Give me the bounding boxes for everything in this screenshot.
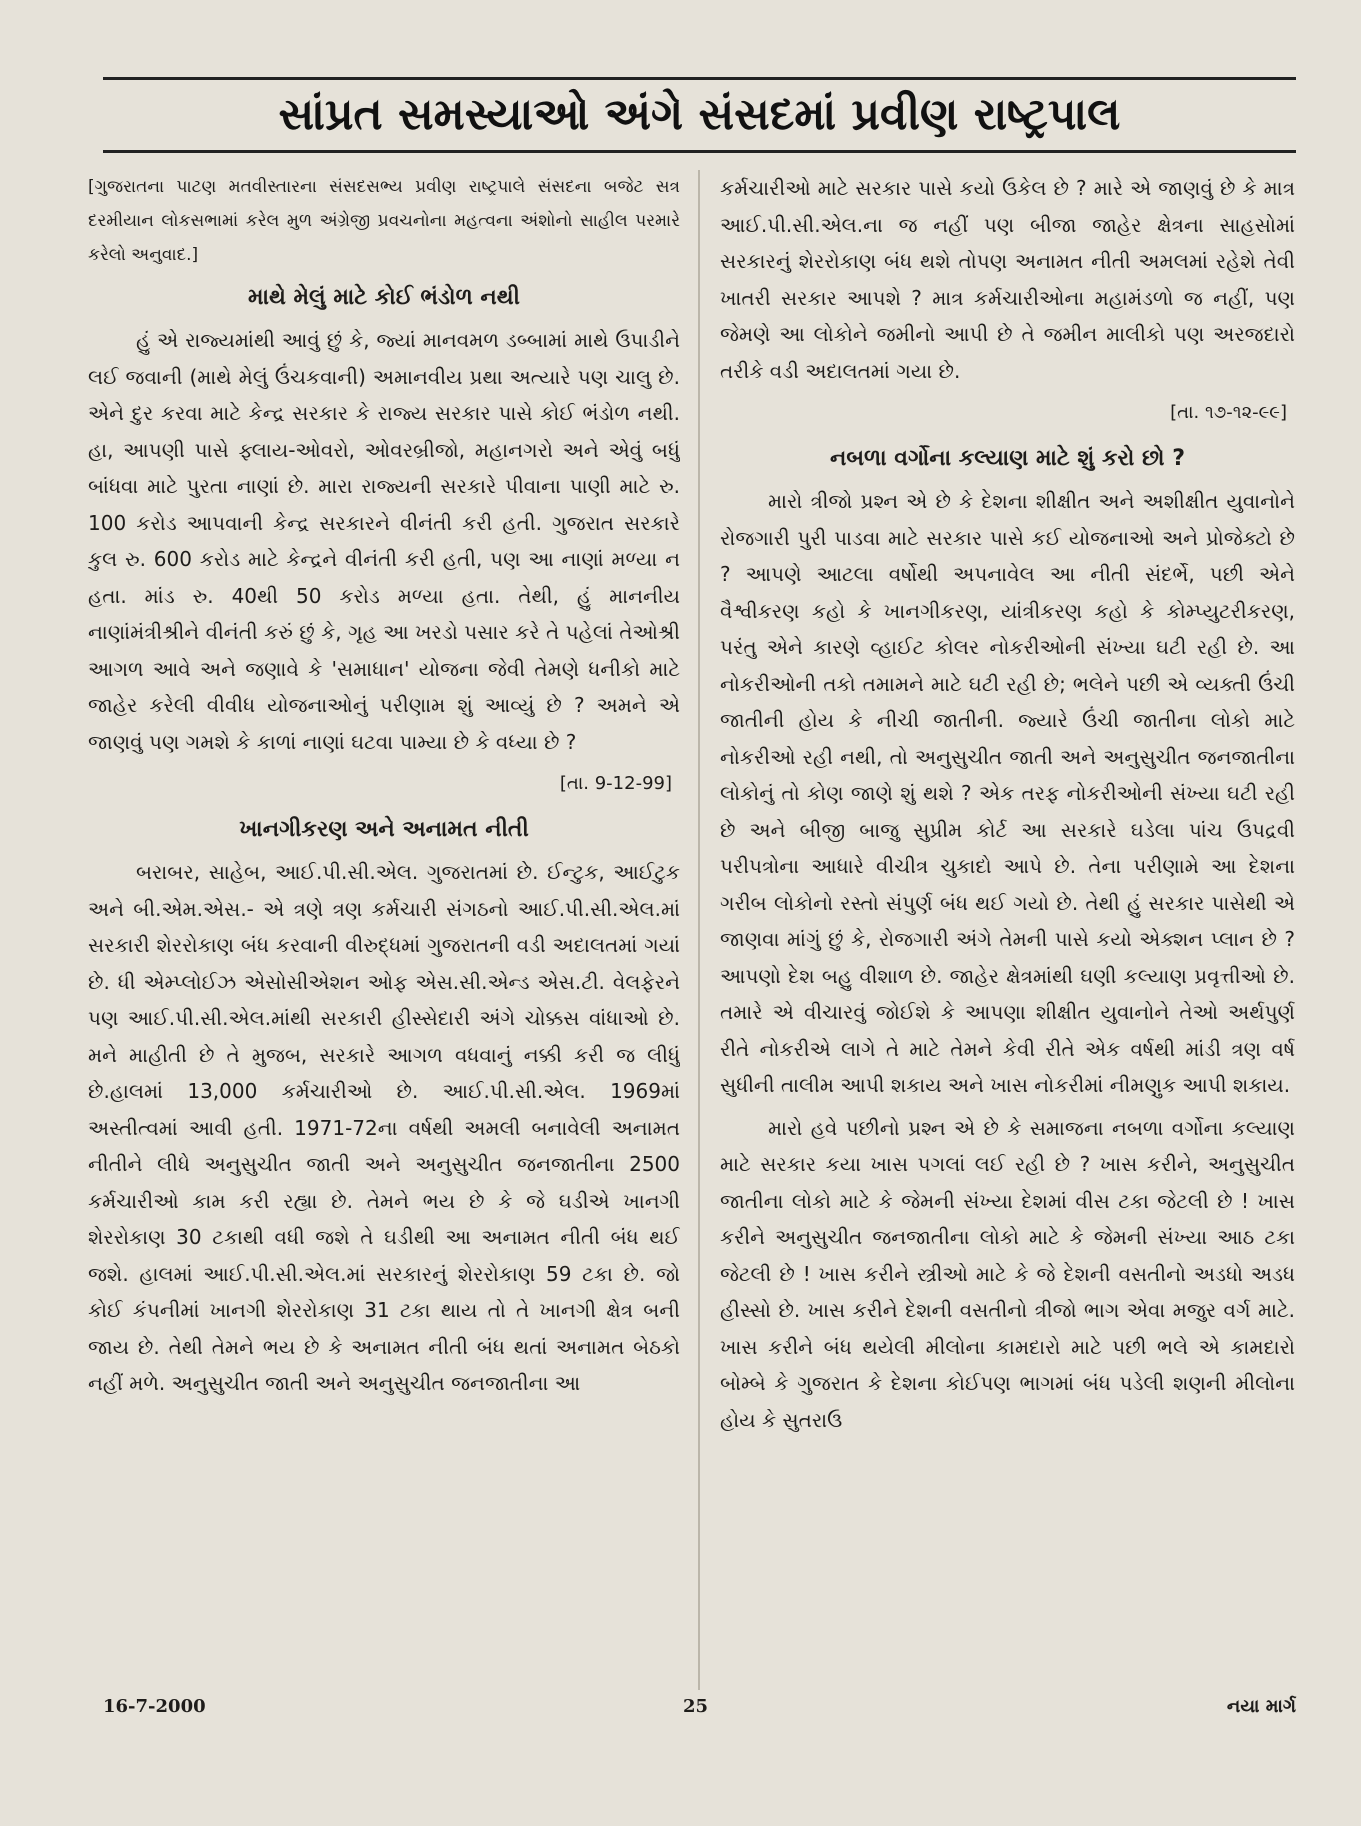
- page-headline: સાંપ્રત સમસ્યાઓ અંગે સંસદમાં પ્રવીણ રાષ્ટ્રપાલ: [278, 89, 1121, 140]
- body-paragraph: મારો હવે પછીનો પ્રશ્ન એ છે કે સમાજના નબળા વર્ગોના કલ્યાણ માટે સરકાર કયા ખાસ પગલાં લઈ રહી છે ? ખાસ કરીને, અનુસુચીત જાતીના લોકો માટે કે જેમની સંખ્યા દેશમાં વીસ ટકા જેટલી છે ! ખાસ કરીને અનુસુચીત જનજાતીના લોકો માટે કે જેમની સંખ્યા આઠ ટકા જેટલી છે ! ખાસ કરીને સ્ત્રીઓ માટે કે જે દેશની વસતીનો અડધો અડધ હીસ્સો છે. ખાસ કરીને દેશની વસતીનો ત્રીજો ભાગ એવા મજુર વર્ગ માટે. ખાસ કરીને બંધ થયેલી મીલોના કામદારો માટે પછી ભલે એ કામદારો બોમ્બે કે ગુજરાત કે દેશના કોઈપણ ભાગમાં બંધ પડેલી શણની મીલોના હોય કે સુતરાઉ: [720, 1115, 1295, 1432]
- date-stamp: [તા. 9-12-99]: [559, 773, 672, 794]
- left-column: [88, 170, 680, 1686]
- column-divider: [698, 170, 700, 1690]
- right-column: [720, 170, 1295, 1686]
- section-heading-manual-scavenging: માથે મેલું માટે કોઈ ભંડોળ નથી: [248, 285, 520, 310]
- date-stamp: [તા. ૧૭-૧૨-૯૯]: [1170, 402, 1287, 423]
- footer-date: 16-7-2000: [103, 1696, 206, 1717]
- headline-bottom-rule: [103, 150, 1296, 153]
- body-paragraph: બરાબર, સાહેબ, આઈ.પી.સી.એલ. ગુજરાતમાં છે. ઈન્ટુક, આઈટુક અને બી.એમ.એસ.- એ ત્રણે ત્રણ કર્મચારી સંગઠનો આઈ.પી.સી.એલ.માં સરકારી શેરરોકાણ બંધ કરવાની વીરુદ્ધમાં ગુજરાતની વડી અદાલતમાં ગયાં છે. ધી એમ્પ્લોઈઝ એસોસીએશન ઓફ એસ.સી.એન્ડ એસ.ટી. વેલફેરને પણ આઈ.પી.સી.એલ.માંથી સરકારી હીસ્સેદારી અંગે ચોક્કસ વાંધાઓ છે. મને માહીતી છે તે મુજબ, સરકારે આગળ વધવાનું નક્કી કરી જ લીધું છે.હાલમાં 13,000 કર્મચારીઓ છે. આઈ.પી.સી.એલ. 1969માં અસ્તીત્વમાં આવી હતી. 1971-72ના વર્ષથી અમલી બનાવેલી અનામત નીતીને લીધે અનુસુચીત જાતી અને અનુસુચીત જનજાતીના 2500 કર્મચારીઓ કામ કરી રહ્યા છે. તેમને ભય છે કે જે ઘડીએ ખાનગી શેરરોકાણ 30 ટકાથી વધી જશે તે ઘડીથી આ અનામત નીતી બંધ થઈ જશે. હાલમાં આઈ.પી.સી.એલ.માં સરકારનું શેરરોકાણ 59 ટકા છે. જો કોઈ કંપનીમાં ખાનગી શેરરોકાણ 31 ટકા થાય તો તે ખાનગી ક્ષેત્ર બની જાય છે. તેથી તેમને ભય છે કે અનામત નીતી બંધ થતાં અનામત બેઠકો નહીં મળે. અનુસુચીત જાતી અને અનુસુચીત જનજાતીના આ: [88, 860, 680, 1395]
- intro-note: [ગુજરાતના પાટણ મતવીસ્તારના સંસદસભ્ય પ્રવીણ રાષ્ટ્રપાલે સંસદના બજેટ સત્ર દરમીયાન લોકસભામાં કરેલ મુળ અંગ્રેજી પ્રવચનોના મહત્વના અંશોનો સાહીલ પરમારે કરેલો અનુવાદ.]: [88, 177, 680, 265]
- body-paragraph: મારો ત્રીજો પ્રશ્ન એ છે કે દેશના શીક્ષીત અને અશીક્ષીત યુવાનોને રોજગારી પુરી પાડવા માટે સરકાર પાસે કઈ યોજનાઓ અને પ્રોજેક્ટો છે ? આપણે આટલા વર્ષોથી અપનાવેલ આ નીતી સંદર્ભે, પછી એને વૈશ્વીકરણ કહો કે ખાનગીકરણ, યાંત્રીકરણ કહો કે કોમ્પ્યુટરીકરણ, પરંતુ એને કારણે વ્હાઈટ કોલર નોકરીઓની સંખ્યા ઘટી રહી છે. આ નોકરીઓની તકો તમામને માટે ઘટી રહી છે; ભલેને પછી એ વ્યક્તી ઉંચી જાતીની હોય કે નીચી જાતીની. જ્યારે ઉંચી જાતીના લોકો માટે નોકરીઓ રહી નથી, તો અનુસુચીત જાતી અને અનુસુચીત જનજાતીના લોકોનું તો કોણ જાણે શું થશે ? એક તરફ નોકરીઓની સંખ્યા ઘટી રહી છે અને બીજી બાજુ સુપ્રીમ કોર્ટ આ સરકારે ઘડેલા પાંચ ઉપદ્રવી પરીપત્રોના આધારે વીચીત્ર ચુકાદો આપે છે. તેના પરીણામે આ દેશના ગરીબ લોકોનો રસ્તો સંપુર્ણ બંધ થઈ ગયો છે. તેથી હું સરકાર પાસેથી એ જાણવા માંગું છું કે, રોજગારી અંગે તેમની પાસે કયો એક્શન પ્લાન છે ? આપણો દેશ બહુ વીશાળ છે. જાહેર ક્ષેત્રમાંથી ઘણી કલ્યાણ પ્રવૃત્તીઓ છે. તમારે એ વીચારવું જોઈશે કે આપણા શીક્ષીત યુવાનોને તેઓ અર્થપુર્ણ રીતે નોકરીએ લાગે તે માટે તેમને કેવી રીતે એક વર્ષથી માંડી ત્રણ વર્ષ સુધીની તાલીમ આપી શકાય અને ખાસ નોકરીમાં નીમણુક આપી શકાય.: [720, 489, 1295, 1097]
- body-paragraph: કર્મચારીઓ માટે સરકાર પાસે કયો ઉકેલ છે ? મારે એ જાણવું છે કે માત્ર આઈ.પી.સી.એલ.ના જ નહીં પણ બીજા જાહેર ક્ષેત્રના સાહસોમાં સરકારનું શેરરોકાણ બંધ થશે તોપણ અનામત નીતી અમલમાં રહેશે તેવી ખાતરી સરકાર આપશે ? માત્ર કર્મચારીઓના મહામંડળો જ નહીં, પણ જેમણે આ લોકોને જમીનો આપી છે તે જમીન માલીકો પણ અરજદારો તરીકે વડી અદાલતમાં ગયા છે.: [720, 176, 1295, 383]
- page-footer: [103, 1688, 1296, 1728]
- section-heading-weaker-sections: નબળા વર્ગોના કલ્યાણ માટે શું કરો છો ?: [830, 446, 1185, 471]
- body-paragraph: હું એ રાજ્યમાંથી આવું છું કે, જ્યાં માનવમળ ડબ્બામાં માથે ઉપાડીને લઈ જવાની (માથે મેલું ઉંચકવાની) અમાનવીય પ્રથા અત્યારે પણ ચાલુ છે. એને દુર કરવા માટે કેન્દ્ર સરકાર કે રાજ્ય સરકાર પાસે કોઈ ભંડોળ નથી. હા, આપણી પાસે ફ્લાય-ઓવરો, ઓવરબ્રીજો, મહાનગરો અને એવું બધું બાંધવા માટે પુરતા નાણાં છે. મારા રાજ્યની સરકારે પીવાના પાણી માટે રુ. 100 કરોડ આપવાની કેન્દ્ર સરકારને વીનંતી કરી હતી. ગુજરાત સરકારે કુલ રુ. 600 કરોડ માટે કેન્દ્રને વીનંતી કરી હતી, પણ આ નાણાં મળ્યા ન હતા. માંડ રુ. 40થી 50 કરોડ મળ્યા હતા. તેથી, હું માનનીય નાણાંમંત્રીશ્રીને વીનંતી કરું છું કે, ગૃહ આ ખરડો પસાર કરે તે પહેલાં તેઓશ્રી આગળ આવે અને જણાવે કે 'સમાધાન' યોજના જેવી તેમણે ધનીકો માટે જાહેર કરેલી વીવીધ યોજનાઓનું પરીણામ શું આવ્યું છે ? અમને એ જાણવું પણ ગમશે કે કાળાં નાણાં ઘટવા પામ્યા છે કે વધ્યા છે ?: [88, 328, 680, 754]
- page-number: 25: [683, 1696, 709, 1717]
- publication-name: નયા માર્ગ: [1226, 1696, 1296, 1717]
- section-heading-privatisation: ખાનગીકરણ અને અનામત નીતી: [239, 817, 529, 842]
- headline-top-rule: [103, 77, 1296, 80]
